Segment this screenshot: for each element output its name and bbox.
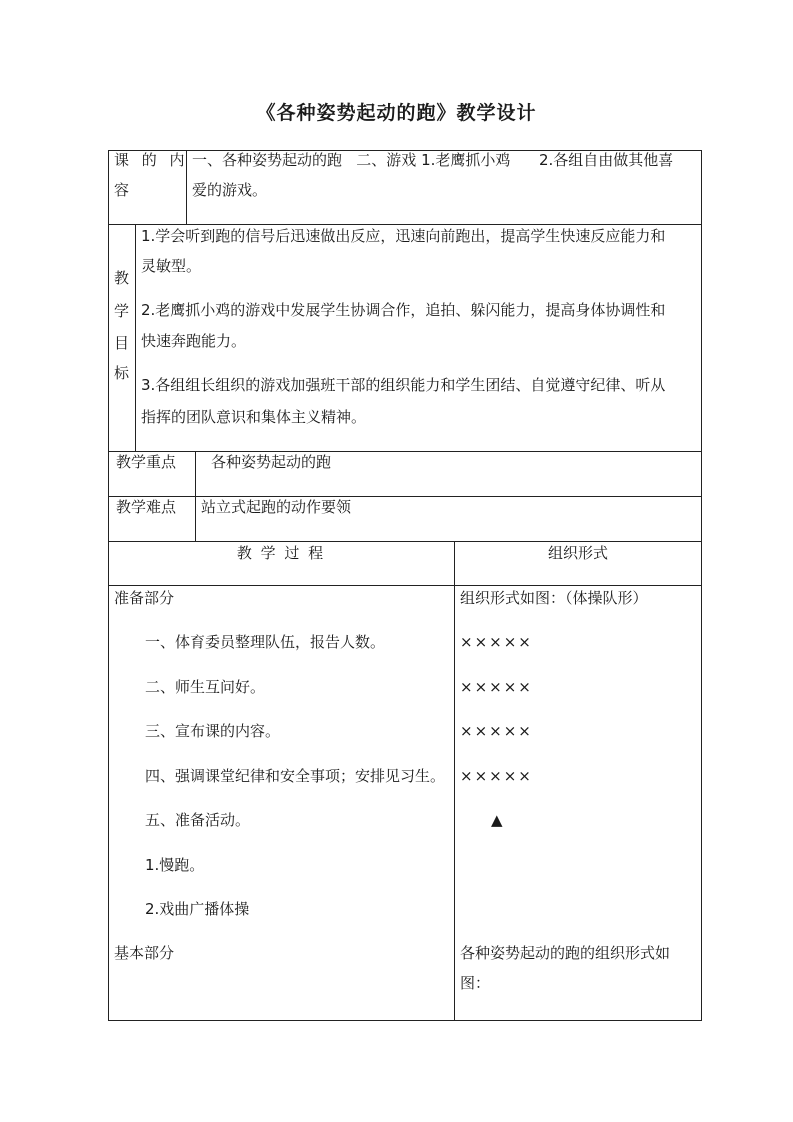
- formation-row-1: ×××××: [460, 633, 533, 651]
- goal-1-line1: 1.学会听到跑的信号后迅速做出反应，迅速向前跑出，提高学生快速反应能力和: [141, 227, 666, 245]
- difficulty-label: 教学难点: [116, 498, 177, 516]
- teacher-marker-icon: ▲: [491, 811, 503, 829]
- content-label: 课 的 内: [114, 151, 189, 169]
- org-title: 组织形式如图：（体操队形）: [460, 589, 648, 607]
- row-divider-goals: [108, 451, 702, 452]
- col-divider-goals: [135, 224, 136, 451]
- goals-label-char-4: 标: [114, 364, 130, 382]
- basic-org-line1: 各种姿势起动的跑的组织形式如: [460, 944, 671, 962]
- key-point-label: 教学重点: [116, 453, 177, 471]
- basic-org-line2: 图：: [460, 974, 491, 992]
- goals-label-char-1: 教: [114, 269, 130, 287]
- goal-2-line1: 2.老鹰抓小鸡的游戏中发展学生协调合作，追拍、躲闪能力，提高身体协调性和: [141, 301, 666, 319]
- prep-item-4: 四、强调课堂纪律和安全事项；安排见习生。: [145, 767, 446, 785]
- basic-title: 基本部分: [114, 944, 175, 962]
- prep-item-5: 五、准备活动。: [145, 811, 251, 829]
- content-label-cont: 容: [114, 181, 130, 199]
- content-text-line1: 一、各种姿势起动的跑 二、游戏 1.老鹰抓小鸡 2.各组自由做其他喜: [192, 151, 674, 169]
- document-title: 《各种姿势起动的跑》教学设计: [256, 102, 537, 124]
- formation-row-4: ×××××: [460, 767, 533, 785]
- process-header-left: 教 学 过 程: [236, 544, 326, 562]
- col-divider-difficulty: [195, 496, 196, 541]
- row-divider-keypoint: [108, 496, 702, 497]
- formation-row-2: ×××××: [460, 678, 533, 696]
- difficulty-text: 站立式起跑的动作要领: [201, 498, 352, 516]
- key-point-text: 各种姿势起动的跑: [211, 453, 332, 471]
- prep-title: 准备部分: [114, 589, 175, 607]
- process-header-right: 组织形式: [547, 544, 608, 562]
- prep-item-2: 二、师生互问好。: [145, 678, 266, 696]
- col-divider-keypoint: [195, 451, 196, 496]
- formation-row-3: ×××××: [460, 722, 533, 740]
- goals-label-char-2: 学: [114, 302, 130, 320]
- prep-item-1: 一、体育委员整理队伍，报告人数。: [145, 633, 386, 651]
- col-divider-process: [454, 541, 455, 1021]
- goal-1-line2: 灵敏型。: [141, 257, 202, 275]
- content-text-line2: 爱的游戏。: [192, 181, 268, 199]
- goal-2-line2: 快速奔跑能力。: [141, 332, 247, 350]
- goals-label-char-3: 目: [114, 334, 130, 352]
- prep-item-6: 1.慢跑。: [145, 856, 205, 874]
- prep-item-7: 2.戏曲广播体操: [145, 900, 250, 918]
- goal-3-line1: 3.各组组长组织的游戏加强班干部的组织能力和学生团结、自觉遵守纪律、听从: [141, 376, 666, 394]
- goal-3-line2: 指挥的团队意识和集体主义精神。: [141, 408, 367, 426]
- prep-item-3: 三、宣布课的内容。: [145, 722, 281, 740]
